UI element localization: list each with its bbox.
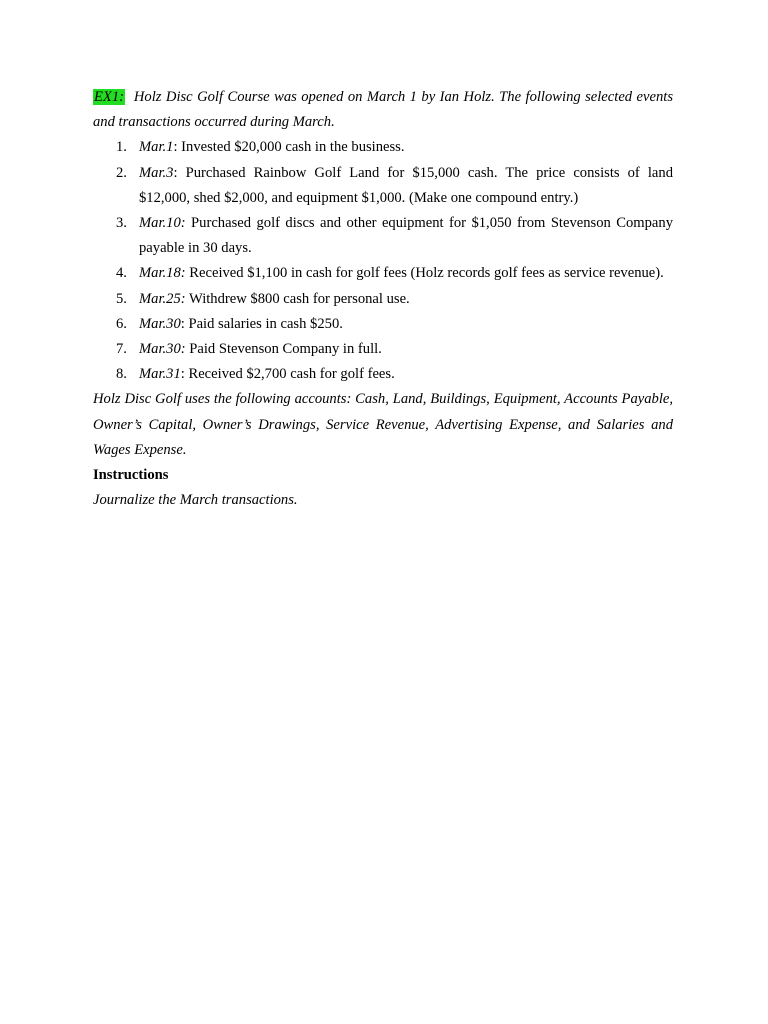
list-item <box>93 337 673 362</box>
item-number: 5. <box>116 290 127 307</box>
item-text: Received $1,100 in cash for golf fees (Holz records golf fees as service revenue). <box>185 265 664 282</box>
item-text: : Invested $20,000 cash in the business. <box>173 139 405 156</box>
item-number: 3. <box>116 215 127 232</box>
item-text: Purchased golf discs and other equipment for $1,050 from Stevenson Company payable in 30 days. <box>139 215 673 257</box>
item-text: Withdrew $800 cash for personal use. <box>185 290 410 307</box>
item-date: Mar.18: <box>139 265 186 282</box>
list-item <box>93 211 673 261</box>
item-number: 8. <box>116 366 127 383</box>
transaction-list <box>93 135 673 387</box>
document-body <box>93 85 673 513</box>
item-date: Mar.25: <box>139 290 186 307</box>
item-number: 7. <box>116 341 127 358</box>
list-item <box>93 261 673 286</box>
list-item <box>93 135 673 160</box>
item-number: 1. <box>116 139 127 156</box>
list-item <box>93 362 673 387</box>
item-number: 2. <box>116 164 127 181</box>
exercise-intro <box>93 85 673 135</box>
item-date: Mar.10: <box>139 215 186 232</box>
list-item <box>93 161 673 211</box>
item-text: : Purchased Rainbow Golf Land for $15,000 cash. The price consists of land $12,000, shed $2,000, and equipment $1,000. (Make one compound entry.) <box>139 164 673 206</box>
list-item <box>93 287 673 312</box>
instructions-text: Journalize the March transactions. <box>93 492 298 509</box>
instructions-heading: Instructions <box>93 467 169 484</box>
list-item <box>93 312 673 337</box>
item-date: Mar.3 <box>139 164 174 181</box>
item-date: Mar.30 <box>139 315 181 332</box>
exercise-tag: EX1: <box>94 89 124 105</box>
item-number: 4. <box>116 265 127 282</box>
item-text: : Received $2,700 cash for golf fees. <box>180 366 395 383</box>
item-date: Mar.30: <box>139 341 186 358</box>
item-text: : Paid salaries in cash $250. <box>180 315 343 332</box>
intro-text: Holz Disc Golf Course was opened on March 1 by Ian Holz. The following selected events and transactions occurred during March. <box>93 89 674 131</box>
item-date: Mar.31 <box>139 366 181 383</box>
item-text: Paid Stevenson Company in full. <box>185 341 382 358</box>
item-number: 6. <box>116 315 127 332</box>
item-date: Mar.1 <box>139 139 174 156</box>
accounts-note: Holz Disc Golf uses the following accounts: Cash, Land, Buildings, Equipment, Accounts Payable, Owner’s Capital, Owner’s Drawings, Service Revenue, Advertising Expense, and Salaries and Wages Expense. <box>93 391 673 458</box>
